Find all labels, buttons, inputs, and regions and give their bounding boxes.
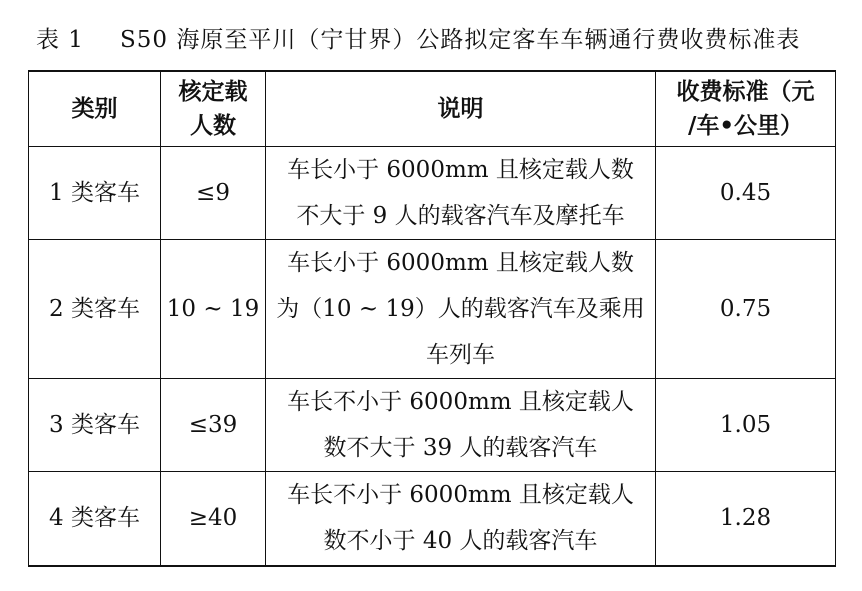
cell-description: 车长不小于 6000mm 且核定载人 数不大于 39 人的载客汽车 [266, 378, 656, 471]
table-row [29, 378, 836, 471]
toll-fee-table [28, 70, 836, 567]
cell-description: 车长小于 6000mm 且核定载人数 不大于 9 人的载客汽车及摩托车 [266, 146, 656, 239]
cell-rate: 1.28 [656, 471, 836, 566]
table-row [29, 239, 836, 378]
cell-seats: ≥40 [161, 471, 266, 566]
cell-category: 3 类客车 [29, 378, 161, 471]
table-row [29, 471, 836, 566]
header-rate: 收费标准（元 /车•公里） [656, 71, 836, 146]
cell-rate: 0.75 [656, 239, 836, 378]
cell-description: 车长小于 6000mm 且核定载人数 为（10 ~ 19）人的载客汽车及乘用 车列车 [266, 239, 656, 378]
header-seats: 核定载 人数 [161, 71, 266, 146]
table-number: 表 1 [36, 27, 84, 53]
cell-rate: 1.05 [656, 378, 836, 471]
header-category: 类别 [29, 71, 161, 146]
table-title: S50 海原至平川（宁甘界）公路拟定客车车辆通行费收费标准表 [120, 27, 801, 53]
cell-category: 2 类客车 [29, 239, 161, 378]
table-row [29, 146, 836, 239]
header-row [29, 71, 836, 146]
cell-seats: ≤9 [161, 146, 266, 239]
header-description: 说明 [266, 71, 656, 146]
cell-category: 4 类客车 [29, 471, 161, 566]
cell-description: 车长不小于 6000mm 且核定载人 数不小于 40 人的载客汽车 [266, 471, 656, 566]
cell-rate: 0.45 [656, 146, 836, 239]
cell-category: 1 类客车 [29, 146, 161, 239]
cell-seats: ≤39 [161, 378, 266, 471]
table-caption [36, 20, 836, 60]
cell-seats: 10 ~ 19 [161, 239, 266, 378]
